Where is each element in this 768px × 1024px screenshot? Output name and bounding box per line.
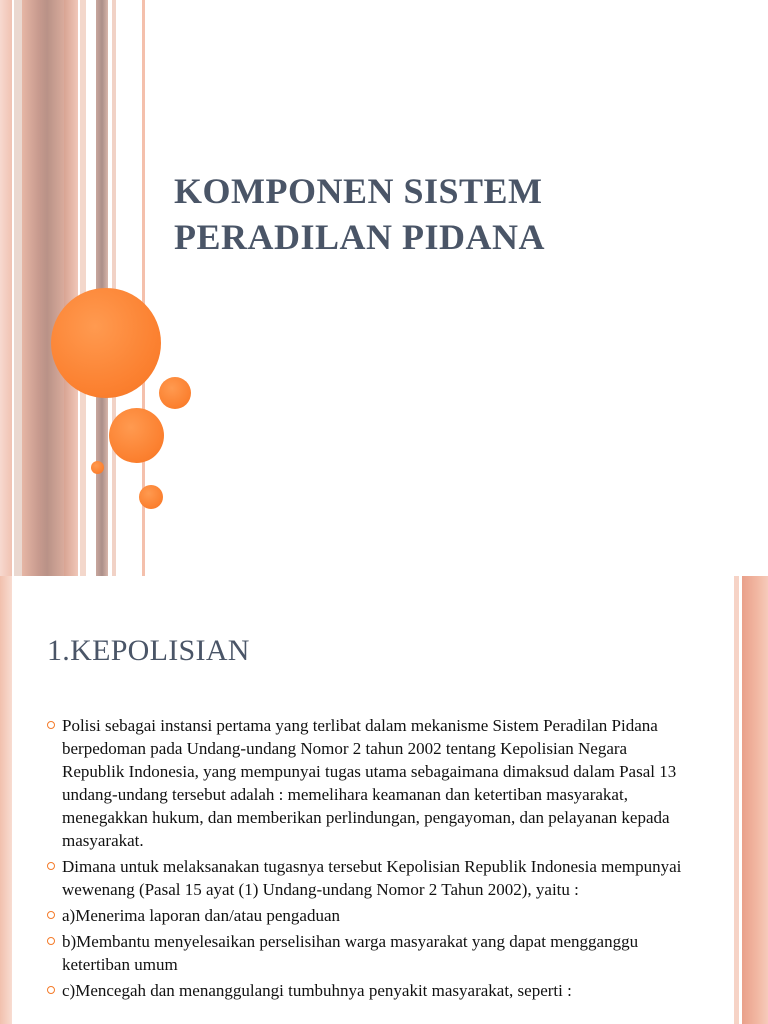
decor-stripe-left <box>0 576 12 1024</box>
decor-circle-small <box>159 377 191 409</box>
title-line-2: PERADILAN PIDANA <box>174 217 546 257</box>
decor-circle-large <box>51 288 161 398</box>
decor-stripe <box>64 0 78 576</box>
bullet-text: a)Menerima laporan dan/atau pengaduan <box>62 906 341 925</box>
bullet-circle-icon <box>47 862 55 870</box>
decor-stripe <box>80 0 86 576</box>
decor-stripe <box>22 0 64 576</box>
decor-circle-small <box>139 485 163 509</box>
bullet-circle-icon <box>47 986 55 994</box>
bullet-item <box>46 714 686 852</box>
bullet-text: Polisi sebagai instansi pertama yang terlibat dalam mekanisme Sistem Peradilan Pidana berpedoman pada Undang-undang Nomor 2 tahun 2002 tentang Kepolisian Negara Republik Indonesia, yang mempunyai tugas utama sebagaimana dimaksud dalam Pasal 13 undang-undang tersebut adalah : memelihara keamanan dan ketertiban masyarakat, menegakkan hukum, dan memberikan perlindungan, pengayoman, dan pelayanan kepada masyarakat. <box>62 716 677 850</box>
decor-circle-medium <box>109 408 164 463</box>
title-line-1: KOMPONEN SISTEM <box>174 171 543 211</box>
bullet-circle-icon <box>47 911 55 919</box>
decor-stripe-right <box>734 576 739 1024</box>
bullet-item <box>46 904 686 927</box>
bullet-item <box>46 855 686 901</box>
decor-stripe <box>0 0 12 576</box>
decor-circle-tiny <box>91 461 104 474</box>
decor-stripe <box>14 0 22 576</box>
decor-stripe-right <box>742 576 768 1024</box>
bullet-text: Dimana untuk melaksanakan tugasnya tersebut Kepolisian Republik Indonesia mempunyai wewenang (Pasal 15 ayat (1) Undang-undang Nomor 2 Tahun 2002), yaitu : <box>62 857 682 899</box>
section-heading: 1.KEPOLISIAN <box>47 634 250 667</box>
slide-title <box>174 168 734 260</box>
bullet-circle-icon <box>47 937 55 945</box>
bullet-text: c)Mencegah dan menanggulangi tumbuhnya penyakit masyarakat, seperti : <box>62 981 572 1000</box>
bullet-text: b)Membantu menyelesaikan perselisihan warga masyarakat yang dapat mengganggu ketertiban umum <box>62 932 639 974</box>
content-slide <box>0 576 768 1024</box>
bullet-item <box>46 979 686 1002</box>
bullet-circle-icon <box>47 721 55 729</box>
bullet-list <box>46 714 686 1005</box>
bullet-item <box>46 930 686 976</box>
